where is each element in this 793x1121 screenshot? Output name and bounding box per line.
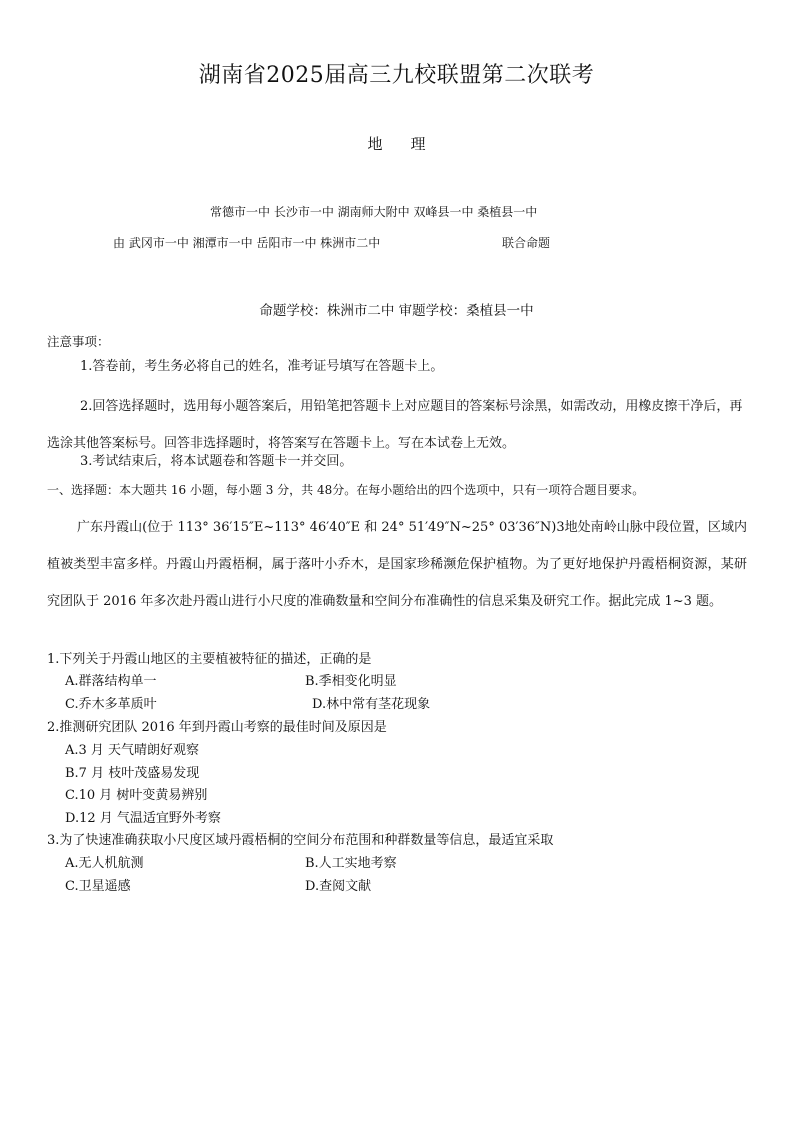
subject-char-2: 理 (410, 135, 426, 153)
notice-item-2: 2.回答选择题时，选用每小题答案后，用铅笔把答题卡上对应题目的答案标号涂黑，如需改动，用橡皮擦干净后，再选涂其他答案标号。回答非选择题时，将答案写在答题卡上。写在本试卷上无效。 (47, 399, 743, 451)
question-3-option-b: B.人工实地考察 (305, 856, 397, 871)
question-1-option-b: B.季相变化明显 (305, 674, 397, 689)
notice-heading: 注意事项： (47, 334, 110, 349)
schools-line-1: 常德市一中 长沙市一中 湖南师大附中 双峰县一中 桑植县一中 (210, 205, 538, 219)
subject-title (0, 133, 793, 154)
makers-line: 命题学校：株洲市二中 审题学校：桑植县一中 (259, 303, 534, 319)
joint-label: 联合命题 (502, 236, 551, 250)
question-3-option-c: C.卫星遥感 (65, 879, 131, 894)
question-1-stem: 1.下列关于丹霞山地区的主要植被特征的描述，正确的是 (47, 652, 372, 667)
question-2-option-c: C.10 月 树叶变黄易辨别 (65, 788, 208, 803)
notice-item-3: 3.考试结束后，将本试题卷和答题卡一并交回。 (80, 454, 353, 469)
question-2-option-d: D.12 月 气温适宜野外考察 (65, 811, 221, 826)
question-2-stem: 2.推测研究团队 2016 年到丹霞山考察的最佳时间及原因是 (47, 720, 387, 735)
question-1-option-a: A.群落结构单一 (65, 674, 157, 689)
question-3-option-a: A.无人机航测 (65, 856, 144, 871)
notice-item-1: 1.答卷前，考生务必将自己的姓名，准考证号填写在答题卡上。 (80, 359, 444, 374)
section-heading: 一、选择题：本大题共 16 小题，每小题 3 分，共 48分。在每小题给出的四个选项中，只有一项符合题目要求。 (47, 483, 645, 497)
question-2-option-b: B.7 月 枝叶茂盛易发现 (65, 766, 200, 781)
schools-line-2: 由 武冈市一中 湘潭市一中 岳阳市一中 株洲市二中 (113, 236, 381, 250)
question-3-stem: 3.为了快速准确获取小尺度区域丹霞梧桐的空间分布范围和种群数量等信息，最适宜采取 (47, 833, 554, 848)
question-2-option-a: A.3 月 天气晴朗好观察 (65, 743, 200, 758)
reading-passage: 广东丹霞山(位于 113° 36′15″E~113° 46′40″E 和 24° 51′49″N~25° 03′36″N)3地处南岭山脉中段位置，区域内植被类型丰富多样。丹霞山丹霞梧桐，属于落叶小乔木，是国家珍稀濒危保护植物。为了更好地保护丹霞梧桐资源，某研究团队于 2016 年多次赴丹霞山进行小尺度的准确数量和空间分布准确性的信息采集及研究工作。据此完成 1~3 题。 (47, 520, 747, 609)
subject-char-1: 地 (367, 135, 383, 153)
question-1-option-d: D.林中常有茎花现象 (312, 697, 431, 712)
question-3-option-d: D.查阅文献 (305, 879, 372, 894)
question-1-option-c: C.乔木多革质叶 (65, 697, 157, 712)
exam-title: 湖南省2025届高三九校联盟第二次联考 (198, 63, 595, 88)
